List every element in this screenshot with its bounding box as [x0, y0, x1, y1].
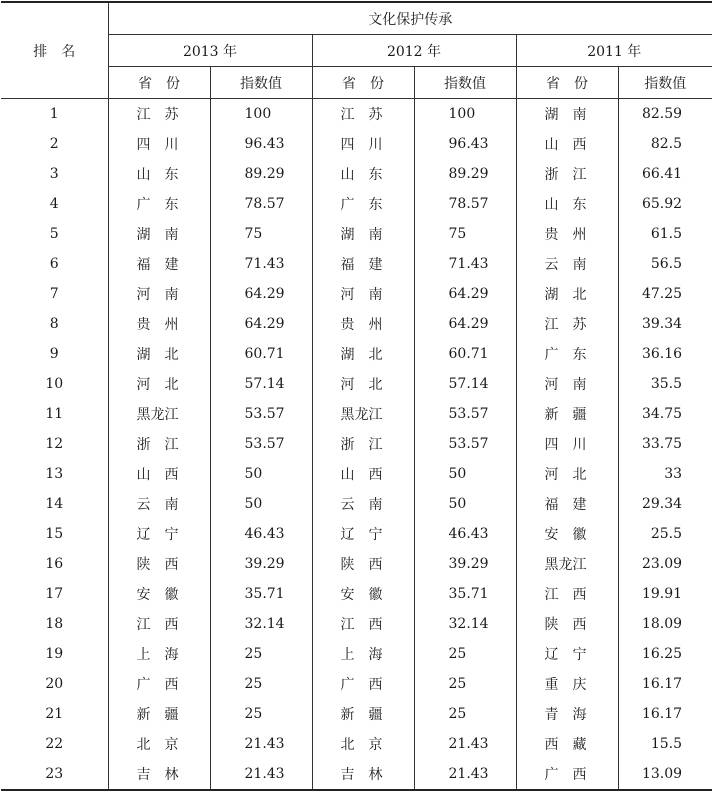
index-2012-cell: 50: [414, 489, 516, 519]
index-2012-cell: 25: [414, 699, 516, 729]
province-2011-cell: 新 疆: [516, 399, 618, 429]
index-2011-cell: 61.5: [618, 219, 712, 249]
index-2011-cell: 39.34: [618, 309, 712, 339]
table-row: [1, 639, 712, 669]
province-2011-cell: 陕 西: [516, 609, 618, 639]
province-2011-cell: 湖 北: [516, 279, 618, 309]
index-2013-cell: 64.29: [210, 279, 312, 309]
table-row: [1, 399, 712, 429]
province-2013-cell: 湖 北: [108, 339, 210, 369]
province-2013-cell: 云 南: [108, 489, 210, 519]
province-2011-cell: 青 海: [516, 699, 618, 729]
province-2012-cell: 河 南: [312, 279, 414, 309]
province-2012-cell: 新 疆: [312, 699, 414, 729]
province-2011-cell: 山 东: [516, 189, 618, 219]
province-2013-cell: 四 川: [108, 129, 210, 159]
index-2012-cell: 57.14: [414, 369, 516, 399]
table-body: [1, 99, 712, 791]
category-header: 文化保护传承: [108, 2, 712, 35]
province-2012-cell: 贵 州: [312, 309, 414, 339]
province-2013-cell: 江 苏: [108, 99, 210, 130]
province-2013-cell: 河 南: [108, 279, 210, 309]
index-2013-cell: 78.57: [210, 189, 312, 219]
rank-cell: 1: [1, 99, 108, 130]
index-2012-cell: 21.43: [414, 729, 516, 759]
province-2011-cell: 浙 江: [516, 159, 618, 189]
rank-cell: 2: [1, 129, 108, 159]
province-2013-cell: 山 西: [108, 459, 210, 489]
province-2012-cell: 湖 北: [312, 339, 414, 369]
rank-header: 排 名: [1, 2, 108, 99]
index-2013-cell: 71.43: [210, 249, 312, 279]
province-2012-cell: 河 北: [312, 369, 414, 399]
index-2013-cell: 64.29: [210, 309, 312, 339]
rank-cell: 22: [1, 729, 108, 759]
index-2012-cell: 64.29: [414, 309, 516, 339]
province-2013-cell: 陕 西: [108, 549, 210, 579]
province-2013-cell: 新 疆: [108, 699, 210, 729]
province-2011-cell: 广 东: [516, 339, 618, 369]
province-2012-cell: 吉 林: [312, 759, 414, 790]
province-2011-cell: 河 南: [516, 369, 618, 399]
index-2011-cell: 18.09: [618, 609, 712, 639]
index-2011-cell: 25.5: [618, 519, 712, 549]
index-2013-cell: 32.14: [210, 609, 312, 639]
province-2011-cell: 辽 宁: [516, 639, 618, 669]
ranking-table: [1, 1, 712, 791]
province-2011-cell: 江 苏: [516, 309, 618, 339]
rank-cell: 19: [1, 639, 108, 669]
index-2012-cell: 75: [414, 219, 516, 249]
index-2012-cell: 53.57: [414, 399, 516, 429]
province-2013-cell: 河 北: [108, 369, 210, 399]
table-row: [1, 699, 712, 729]
rank-cell: 18: [1, 609, 108, 639]
table-row: [1, 339, 712, 369]
table-row: [1, 219, 712, 249]
rank-cell: 12: [1, 429, 108, 459]
rank-cell: 7: [1, 279, 108, 309]
table-row: [1, 489, 712, 519]
index-2013-cell: 96.43: [210, 129, 312, 159]
index-2013-cell: 50: [210, 459, 312, 489]
index-2011-cell: 34.75: [618, 399, 712, 429]
index-2011-cell: 36.16: [618, 339, 712, 369]
year-header-2013: 2013 年: [108, 35, 312, 67]
rank-cell: 20: [1, 669, 108, 699]
table-row: [1, 519, 712, 549]
index-2012-cell: 21.43: [414, 759, 516, 790]
province-2011-cell: 湖 南: [516, 99, 618, 130]
index-2013-cell: 75: [210, 219, 312, 249]
province-2012-cell: 陕 西: [312, 549, 414, 579]
index-2012-cell: 96.43: [414, 129, 516, 159]
index-2013-cell: 53.57: [210, 399, 312, 429]
index-2013-cell: 25: [210, 639, 312, 669]
province-2011-cell: 贵 州: [516, 219, 618, 249]
province-2012-cell: 上 海: [312, 639, 414, 669]
index-2011-cell: 82.5: [618, 129, 712, 159]
index-2012-cell: 71.43: [414, 249, 516, 279]
province-2011-cell: 安 徽: [516, 519, 618, 549]
index-2013-cell: 57.14: [210, 369, 312, 399]
table-row: [1, 129, 712, 159]
index-2012-cell: 50: [414, 459, 516, 489]
index-2011-cell: 33.75: [618, 429, 712, 459]
index-2012-cell: 25: [414, 639, 516, 669]
province-2011-cell: 福 建: [516, 489, 618, 519]
index-2011-cell: 65.92: [618, 189, 712, 219]
index-2011-cell: 16.25: [618, 639, 712, 669]
index-2013-cell: 21.43: [210, 759, 312, 790]
rank-cell: 21: [1, 699, 108, 729]
index-2011-cell: 23.09: [618, 549, 712, 579]
table-row: [1, 429, 712, 459]
table-row: [1, 279, 712, 309]
index-2011-cell: 66.41: [618, 159, 712, 189]
rank-cell: 17: [1, 579, 108, 609]
province-2011-cell: 黑龙江: [516, 549, 618, 579]
index-2011-cell: 16.17: [618, 669, 712, 699]
province-2013-cell: 浙 江: [108, 429, 210, 459]
province-2012-cell: 湖 南: [312, 219, 414, 249]
province-2013-cell: 湖 南: [108, 219, 210, 249]
index-2013-cell: 21.43: [210, 729, 312, 759]
index-2011-cell: 35.5: [618, 369, 712, 399]
province-header-2013: 省 份: [108, 67, 210, 99]
province-2012-cell: 江 苏: [312, 99, 414, 130]
index-2011-cell: 33: [618, 459, 712, 489]
index-2012-cell: 39.29: [414, 549, 516, 579]
index-2013-cell: 46.43: [210, 519, 312, 549]
table-row: [1, 459, 712, 489]
index-2012-cell: 60.71: [414, 339, 516, 369]
index-2011-cell: 82.59: [618, 99, 712, 130]
province-2012-cell: 云 南: [312, 489, 414, 519]
index-2013-cell: 25: [210, 699, 312, 729]
index-2013-cell: 100: [210, 99, 312, 130]
index-2012-cell: 35.71: [414, 579, 516, 609]
rank-cell: 8: [1, 309, 108, 339]
rank-cell: 11: [1, 399, 108, 429]
province-2012-cell: 福 建: [312, 249, 414, 279]
year-header-2012: 2012 年: [312, 35, 516, 67]
index-2011-cell: 16.17: [618, 699, 712, 729]
rank-cell: 3: [1, 159, 108, 189]
index-2011-cell: 13.09: [618, 759, 712, 790]
table-row: [1, 189, 712, 219]
rank-cell: 14: [1, 489, 108, 519]
table-row: [1, 549, 712, 579]
province-2013-cell: 黑龙江: [108, 399, 210, 429]
index-header-2011: 指数值: [618, 67, 712, 99]
rank-cell: 16: [1, 549, 108, 579]
index-2011-cell: 56.5: [618, 249, 712, 279]
province-2013-cell: 北 京: [108, 729, 210, 759]
province-2012-cell: 广 西: [312, 669, 414, 699]
province-2013-cell: 贵 州: [108, 309, 210, 339]
province-2013-cell: 广 东: [108, 189, 210, 219]
province-2011-cell: 江 西: [516, 579, 618, 609]
index-2013-cell: 60.71: [210, 339, 312, 369]
table-row: [1, 99, 712, 130]
index-2011-cell: 19.91: [618, 579, 712, 609]
table-row: [1, 579, 712, 609]
province-2013-cell: 江 西: [108, 609, 210, 639]
index-2011-cell: 29.34: [618, 489, 712, 519]
province-2012-cell: 山 东: [312, 159, 414, 189]
index-2012-cell: 32.14: [414, 609, 516, 639]
province-2013-cell: 广 西: [108, 669, 210, 699]
index-2012-cell: 25: [414, 669, 516, 699]
table-row: [1, 729, 712, 759]
rank-cell: 6: [1, 249, 108, 279]
province-2011-cell: 西 藏: [516, 729, 618, 759]
index-header-2013: 指数值: [210, 67, 312, 99]
rank-cell: 23: [1, 759, 108, 790]
province-2012-cell: 黑龙江: [312, 399, 414, 429]
table-row: [1, 249, 712, 279]
index-2012-cell: 46.43: [414, 519, 516, 549]
index-2013-cell: 39.29: [210, 549, 312, 579]
index-2013-cell: 50: [210, 489, 312, 519]
province-2013-cell: 上 海: [108, 639, 210, 669]
rank-cell: 9: [1, 339, 108, 369]
index-2012-cell: 53.57: [414, 429, 516, 459]
province-2012-cell: 安 徽: [312, 579, 414, 609]
province-2012-cell: 北 京: [312, 729, 414, 759]
table-row: [1, 369, 712, 399]
province-2012-cell: 广 东: [312, 189, 414, 219]
table-row: [1, 309, 712, 339]
province-2012-cell: 四 川: [312, 129, 414, 159]
table-row: [1, 669, 712, 699]
index-2012-cell: 100: [414, 99, 516, 130]
index-header-2012: 指数值: [414, 67, 516, 99]
index-2012-cell: 64.29: [414, 279, 516, 309]
province-2013-cell: 山 东: [108, 159, 210, 189]
province-header-2012: 省 份: [312, 67, 414, 99]
year-header-2011: 2011 年: [516, 35, 712, 67]
index-2013-cell: 53.57: [210, 429, 312, 459]
rank-cell: 5: [1, 219, 108, 249]
province-2011-cell: 重 庆: [516, 669, 618, 699]
province-2013-cell: 安 徽: [108, 579, 210, 609]
rank-cell: 4: [1, 189, 108, 219]
index-2011-cell: 15.5: [618, 729, 712, 759]
province-2012-cell: 山 西: [312, 459, 414, 489]
index-2012-cell: 78.57: [414, 189, 516, 219]
index-2013-cell: 35.71: [210, 579, 312, 609]
rank-cell: 10: [1, 369, 108, 399]
province-2013-cell: 吉 林: [108, 759, 210, 790]
province-2012-cell: 江 西: [312, 609, 414, 639]
index-2012-cell: 89.29: [414, 159, 516, 189]
province-2012-cell: 辽 宁: [312, 519, 414, 549]
province-2013-cell: 福 建: [108, 249, 210, 279]
province-2012-cell: 浙 江: [312, 429, 414, 459]
table-row: [1, 609, 712, 639]
province-2011-cell: 云 南: [516, 249, 618, 279]
province-2011-cell: 山 西: [516, 129, 618, 159]
province-2011-cell: 四 川: [516, 429, 618, 459]
province-2013-cell: 辽 宁: [108, 519, 210, 549]
rank-cell: 13: [1, 459, 108, 489]
province-header-2011: 省 份: [516, 67, 618, 99]
rank-cell: 15: [1, 519, 108, 549]
index-2011-cell: 47.25: [618, 279, 712, 309]
province-2011-cell: 广 西: [516, 759, 618, 790]
index-2013-cell: 89.29: [210, 159, 312, 189]
index-2013-cell: 25: [210, 669, 312, 699]
province-2011-cell: 河 北: [516, 459, 618, 489]
table-row: [1, 759, 712, 790]
table-row: [1, 159, 712, 189]
